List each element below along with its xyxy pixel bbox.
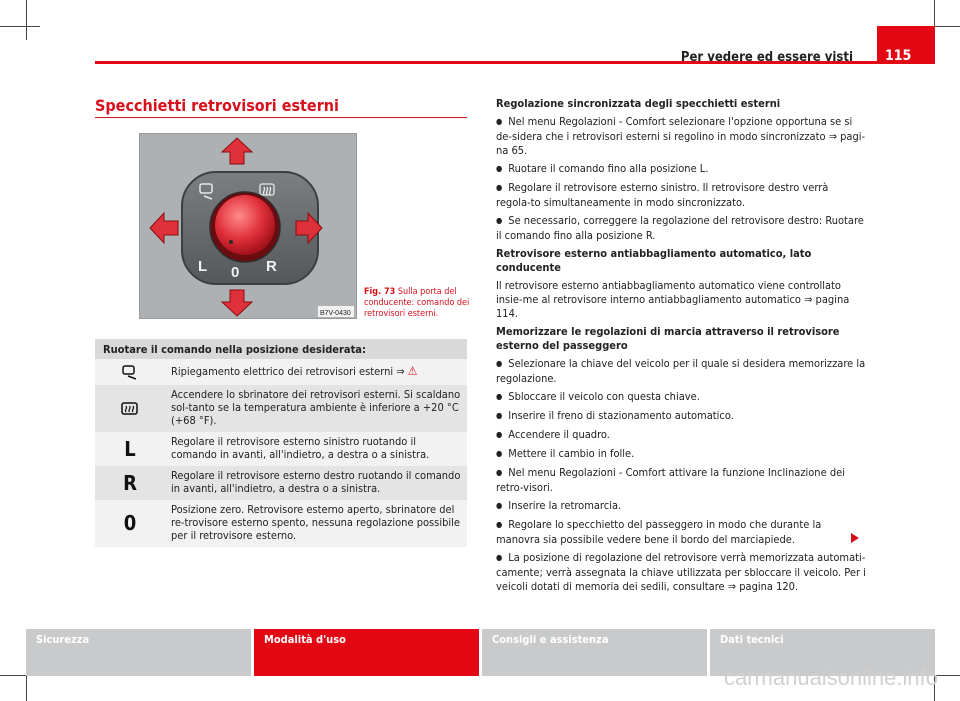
warning-icon[interactable]: ⚠ <box>407 364 418 378</box>
knob-label-l: L <box>198 258 208 275</box>
paragraph-heading: Memorizzare le regolazioni di marcia attraverso il retrovisore esterno del passeggero <box>496 325 840 352</box>
footer-tab-dati-tecnici[interactable]: Dati tecnici <box>710 629 935 676</box>
continue-arrow-icon <box>851 533 859 543</box>
table-row-text: Ripiegamento elettrico dei retrovisori esterni ⇒ ⚠ <box>171 364 418 378</box>
bullet-item: ● Inserire la retromarcia. <box>496 499 866 514</box>
table-row-text: Posizione zero. Retrovisore esterno aperto, sbrinatore del re-trovisore esterno spento, nessuna regolazione possibile per il retrovisore esterno. <box>171 503 460 542</box>
table-row <box>95 432 467 466</box>
page-number: 115 <box>877 26 935 64</box>
footer-tab-consigli[interactable]: Consigli e assistenza <box>482 629 707 676</box>
figure-caption-text: Sulla porta del conducente: comando dei retrovisori esterni. <box>364 287 470 319</box>
mirror-control-figure <box>139 133 357 319</box>
bullet-item: ● Nel menu Regolazioni - Comfort selezionare l'opzione opportuna se si de-sidera che i retrovisori esterni si regolino in modo sincronizzato ⇒ pagi-na 65. <box>496 115 866 158</box>
table-body <box>95 359 467 547</box>
bullet-item: ● Mettere il cambio in folle. <box>496 447 866 462</box>
table-row <box>95 385 467 432</box>
paragraph-heading: Retrovisore esterno antiabbagliamento automatico, lato conducente <box>496 247 812 274</box>
table-row <box>95 359 467 385</box>
right-column-text <box>496 97 866 598</box>
figure-caption-label: Fig. 73 <box>364 287 396 297</box>
knob-label-0: 0 <box>231 264 240 281</box>
section-rule <box>95 117 467 118</box>
paragraph: Il retrovisore esterno antiabbagliamento automatico viene controllato insie-me al retrovisore interno antiabbagliamento automatico ⇒ pagina 114. <box>496 279 850 320</box>
bullet-item: ● Regolare lo specchietto del passeggero in modo che durante la manovra sia possibile vedere bene il bordo del marciapiede. <box>496 518 866 547</box>
bullet-item: ● Inserire il freno di stazionamento automatico. <box>496 409 866 424</box>
crop-mark <box>0 26 40 27</box>
bullet-item: ● Accendere il quadro. <box>496 428 866 443</box>
mirror-fold-icon <box>95 359 165 385</box>
positions-table <box>95 339 467 547</box>
bullet-item: ● La posizione di regolazione del retrovisore verrà memorizzata automati-camente; verrà assegnata la chiave utilizzata per sbloccare il veicolo. Per i veicoli dotati di memoria dei sedili, consultare ⇒ pagina 120. <box>496 551 866 594</box>
bullet-item: ● Se necessario, correggere la regolazione del retrovisore destro: Ruotare il comando fino alla posizione R. <box>496 214 866 243</box>
table-row <box>95 466 467 500</box>
bullet-item: ● Regolare il retrovisore esterno sinistro. Il retrovisore destro verrà regola-to simultaneamente in modo sincronizzato. <box>496 181 866 210</box>
position-symbol-l: L <box>124 436 136 461</box>
bullet-item: ● Selezionare la chiave del veicolo per il quale si desidera memorizzare la regolazione. <box>496 357 866 386</box>
knob-label-r: R <box>266 258 277 275</box>
paragraph-heading: Regolazione sincronizzata degli specchietti esterni <box>496 97 781 110</box>
table-header: Ruotare il comando nella posizione desiderata: <box>95 339 467 359</box>
bullet-item: ● Sbloccare il veicolo con questa chiave. <box>496 390 866 405</box>
watermark: carmanualsonline.info <box>723 665 938 690</box>
table-row-text: Regolare il retrovisore esterno destro ruotando il comando in avanti, all'indietro, a destra o a sinistra. <box>171 469 461 495</box>
figure-caption <box>364 287 474 320</box>
running-header-title: Per vedere ed essere visti <box>680 50 853 65</box>
footer-tab-modalita-duso[interactable]: Modalità d'uso <box>254 629 479 676</box>
bullet-item: ● Ruotare il comando fino alla posizione L. <box>496 162 866 177</box>
table-row-text: Regolare il retrovisore esterno sinistro ruotando il comando in avanti, all'indietro, a destra o a sinistra. <box>171 435 430 461</box>
position-symbol-0: 0 <box>123 511 137 535</box>
section-title: Specchietti retrovisori esterni <box>95 96 339 115</box>
footer-tab-sicurezza[interactable]: Sicurezza <box>26 629 251 676</box>
knob-indicator <box>229 240 233 244</box>
bullet-item: ● Nel menu Regolazioni - Comfort attivare la funzione Inclinazione dei retro-visori. <box>496 466 866 495</box>
figure-code: B7V-0430 <box>320 310 351 317</box>
mirror-knob <box>215 195 275 255</box>
mirror-control-illustration <box>140 134 357 319</box>
crop-mark <box>26 0 27 40</box>
table-row <box>95 500 467 547</box>
table-row-text: Accendere lo sbrinatore dei retrovisori esterni. Si scaldano sol-tanto se la temperatura ambiente è inferiore a +20 °C (+68 °F). <box>171 388 461 427</box>
mirror-heating-icon <box>95 385 165 432</box>
position-symbol-r: R <box>123 470 137 495</box>
